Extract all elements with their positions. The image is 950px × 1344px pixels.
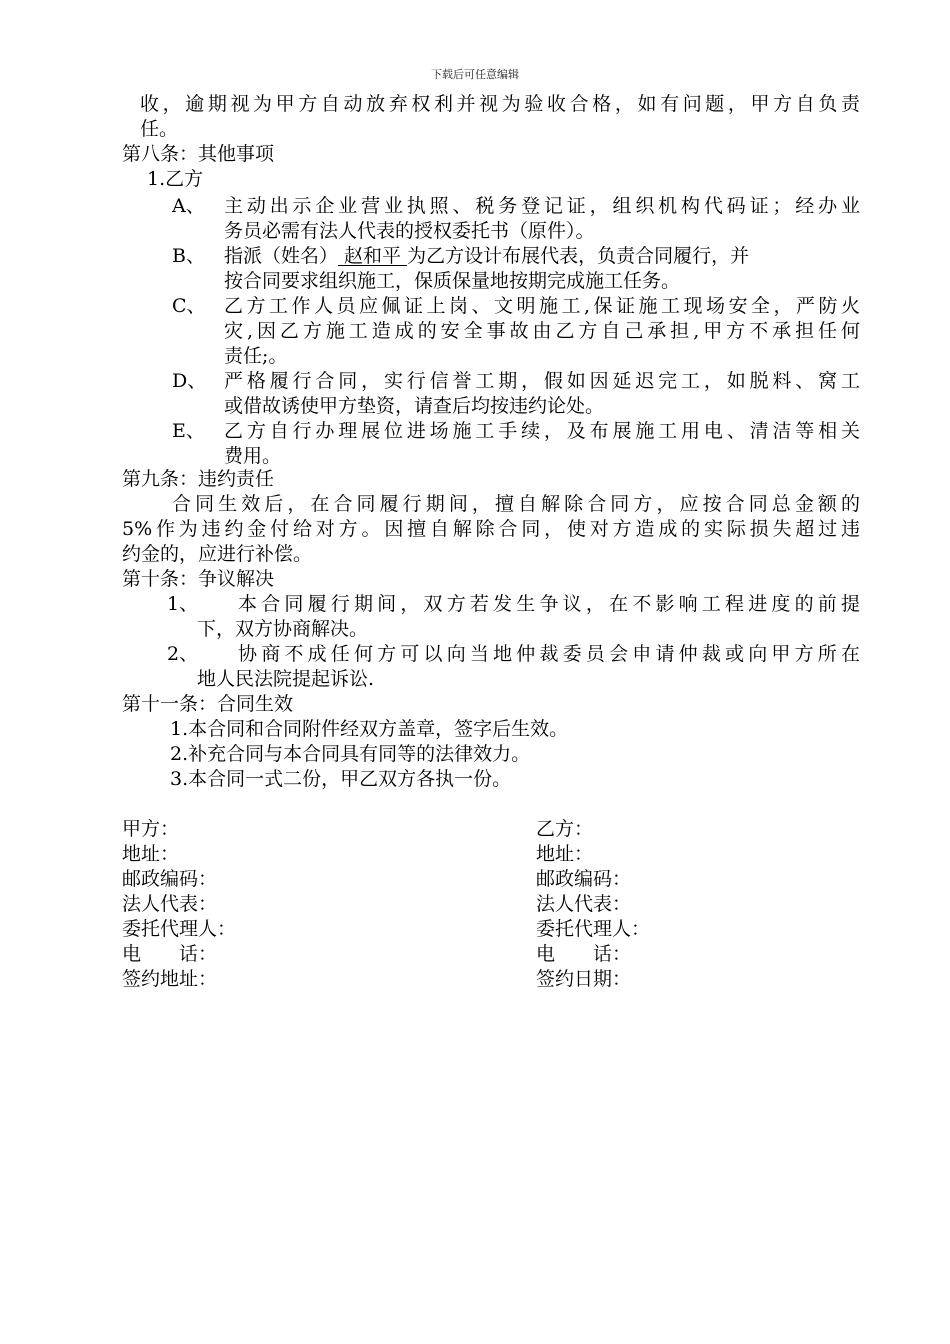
item-a-line: 务员必需有法人代表的授权委托书（原件）。 — [224, 220, 595, 242]
article-11-item: 1.本合同和合同附件经双方盖章，签字后生效。 — [170, 718, 569, 740]
item-marker: 2、 — [167, 643, 199, 665]
representative-name: 赵和平 — [338, 245, 408, 267]
article-10-item-line: 协商不成任何方可以向当地仲裁委员会申请仲裁或向甲方所在 — [238, 643, 860, 665]
item-marker: E、 — [172, 420, 205, 442]
party-a-postcode: 邮政编码： — [122, 868, 218, 890]
article-10-item-line: 本合同履行期间，双方若发生争议，在不影响工程进度的前提 — [238, 593, 860, 615]
signing-date: 签约日期： — [536, 968, 632, 990]
article-9-title: 第九条：违约责任 — [122, 468, 275, 490]
party-a-address: 地址： — [122, 843, 180, 865]
article-8-subtitle: 1.乙方 — [147, 168, 204, 190]
item-marker: D、 — [172, 370, 207, 392]
article-10-item-line: 下，双方协商解决。 — [197, 618, 369, 640]
item-b-prefix: 指派（姓名） — [224, 245, 339, 267]
party-a-agent: 委托代理人： — [122, 918, 237, 940]
article-11-item: 3.本合同一式二份，甲乙双方各执一份。 — [170, 768, 512, 790]
item-c-line: 灾,因乙方施工造成的安全事故由乙方自己承担,甲方不承担任何 — [224, 320, 860, 342]
item-marker: C、 — [172, 295, 206, 317]
party-b-label: 乙方： — [536, 818, 594, 840]
party-a-label: 甲方： — [122, 818, 180, 840]
article-10-item-line: 地人民法院提起诉讼. — [197, 668, 375, 690]
party-a-legal-rep: 法人代表： — [122, 893, 218, 915]
item-marker: A、 — [172, 195, 205, 217]
item-b-line — [224, 244, 749, 269]
intro-line: 收，逾期视为甲方自动放弃权利并视为验收合格，如有问题，甲方自负责 — [140, 93, 860, 115]
party-a-phone: 电 话： — [122, 943, 218, 965]
item-b-suffix: 为乙方设计布展代表，负责合同履行，并 — [407, 245, 750, 267]
article-9-line: 5%作为违约金付给对方。因擅自解除合同，使对方造成的实际损失超过违 — [122, 518, 860, 540]
party-b-postcode: 邮政编码： — [536, 868, 632, 890]
item-b-line: 按合同要求组织施工，保质保量地按期完成施工任务。 — [224, 270, 681, 292]
item-c-line: 乙方工作人员应佩证上岗、文明施工,保证施工现场安全，严防火 — [224, 295, 860, 317]
item-d-line: 或借故诱使甲方垫资，请查后均按违约论处。 — [224, 395, 605, 417]
article-10-title: 第十条：争议解决 — [122, 568, 275, 590]
party-b-address: 地址： — [536, 843, 594, 865]
intro-line: 任。 — [140, 118, 179, 140]
item-e-line: 费用。 — [224, 445, 282, 467]
page-header: 下载后可任意编辑 — [431, 68, 519, 81]
item-a-line: 主动出示企业营业执照、税务登记证，组织机构代码证；经办业 — [224, 195, 860, 217]
article-11-title: 第十一条：合同生效 — [122, 693, 294, 715]
article-9-line: 约金的，应进行补偿。 — [122, 543, 313, 565]
article-8-title: 第八条：其他事项 — [122, 143, 275, 165]
article-11-item: 2.补充合同与本合同具有同等的法律效力。 — [170, 743, 531, 765]
party-b-legal-rep: 法人代表： — [536, 893, 632, 915]
item-c-line: 责任;。 — [224, 345, 288, 367]
article-9-line: 合同生效后，在合同履行期间，擅自解除合同方，应按合同总金额的 — [172, 493, 860, 515]
item-d-line: 严格履行合同，实行信誉工期，假如因延迟完工，如脱料、窝工 — [224, 370, 860, 392]
item-marker: B、 — [172, 245, 205, 267]
party-b-agent: 委托代理人： — [536, 918, 651, 940]
item-e-line: 乙方自行办理展位进场施工手续，及布展施工用电、清洁等相关 — [224, 420, 860, 442]
signing-place: 签约地址： — [122, 968, 218, 990]
party-b-phone: 电 话： — [536, 943, 632, 965]
item-marker: 1、 — [167, 593, 199, 615]
